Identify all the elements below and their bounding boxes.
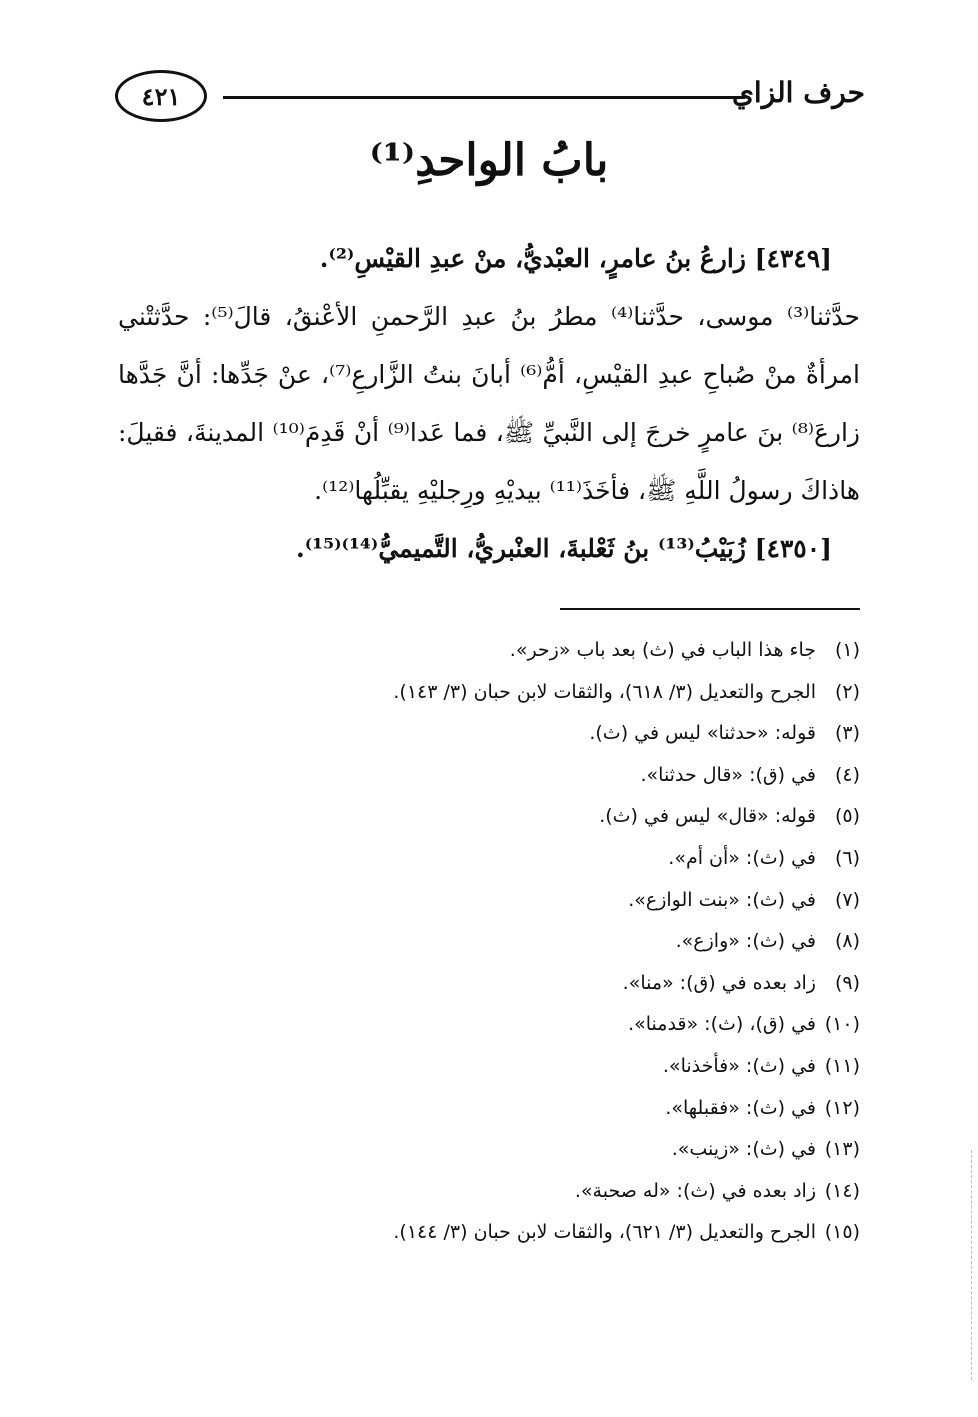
footnote-number: (٢) [834, 680, 860, 703]
footnote-item [118, 1088, 860, 1130]
page-number-badge [115, 70, 207, 122]
footnote-text: الجرح والتعديل (٣/ ٦١٨)، والثقات لابن حبان (٣/ ١٤٣). [393, 680, 816, 703]
footnote-item [118, 672, 860, 714]
footnote-text: في (ث): «وازع». [675, 930, 816, 953]
hadith-line: هاذاكَ رسولُ اللَّهِ ﷺ، فأخَذَ⁽¹¹⁾ بيديْهِ ورِجليْهِ يقبِّلُها⁽¹²⁾. [314, 476, 860, 505]
footnote-number: (٤) [834, 763, 860, 786]
section-title: بابُ الواحدِ⁽¹⁾ [369, 135, 609, 186]
footnote-text: زاد بعده في (ق): «منا». [622, 971, 816, 994]
footnote-item [118, 1004, 860, 1046]
entry-4350: [٤٣٥٠] زُبَيْبُ⁽¹³⁾ بنُ ثَعْلبةَ، العنْبريُّ، التَّميميُّ⁽¹⁴⁾⁽¹⁵⁾. [296, 534, 832, 563]
footnote-text: في (ث): «فقبلها». [665, 1096, 816, 1119]
footnote-number: (١٣) [824, 1138, 860, 1161]
footnote-item [118, 1129, 860, 1171]
hadith-line: زارعَ⁽⁸⁾ بنَ عامرٍ خرجَ إلى النَّبيِّ ﷺ، فما عَدا⁽⁹⁾ أنْ قَدِمَ⁽¹⁰⁾ المدينةَ، فقيلَ: [118, 418, 860, 447]
header-rule [223, 96, 745, 99]
hadith-line: حدَّثنا⁽³⁾ موسى، حدَّثنا⁽⁴⁾ مطرُ بنُ عبدِ الرَّحمنِ الأعْنقُ، قالَ⁽⁵⁾: حدَّثتْني [118, 302, 860, 331]
footnote-number: (١٥) [824, 1221, 860, 1244]
footnote-number: (١٠) [824, 1013, 860, 1036]
footnote-item [118, 1212, 860, 1254]
entry-4349: [٤٣٤٩] زارعُ بنُ عامرٍ، العبْديُّ، منْ عبدِ القيْسِ⁽²⁾. [319, 244, 832, 273]
footnotes-list [118, 630, 860, 1254]
footnote-item [118, 1046, 860, 1088]
footnote-number: (٦) [834, 846, 860, 869]
footnote-number: (٨) [834, 930, 860, 953]
footnote-item [118, 630, 860, 672]
footnote-text: في (ق)، (ث): «قدمنا». [628, 1013, 816, 1036]
main-text [118, 230, 860, 578]
footnote-item [118, 838, 860, 880]
page-number: ٤٢١ [141, 81, 181, 111]
footnote-divider [560, 608, 860, 610]
footnote-item [118, 796, 860, 838]
footnote-number: (١٢) [824, 1096, 860, 1119]
scan-edge-mark [971, 1150, 972, 1380]
footnote-item [118, 880, 860, 922]
footnote-text: قوله: «قال» ليس في (ث). [599, 805, 816, 828]
footnote-item [118, 713, 860, 755]
footnote-text: قوله: «حدثنا» ليس في (ث). [589, 722, 816, 745]
footnote-number: (١) [834, 639, 860, 661]
footnote-item [118, 963, 860, 1005]
footnote-number: (٥) [834, 805, 860, 828]
footnote-number: (١٤) [824, 1179, 860, 1202]
footnote-text: في (ث): «بنت الوازع». [628, 888, 816, 911]
footnote-item [118, 921, 860, 963]
footnote-item [118, 755, 860, 797]
footnote-text: زاد بعده في (ث): «له صحبة». [574, 1179, 816, 1202]
page-header [115, 70, 865, 130]
footnote-text: الجرح والتعديل (٣/ ٦٢١)، والثقات لابن حبان (٣/ ١٤٤). [393, 1221, 816, 1244]
footnote-text: في (ث): «زينب». [671, 1138, 816, 1161]
footnote-text: في (ق): «قال حدثنا». [640, 763, 816, 786]
footnote-item [118, 1171, 860, 1213]
footnote-number: (١١) [824, 1054, 860, 1077]
footnote-number: (٧) [834, 888, 860, 911]
running-head: حرف الزاي [732, 76, 865, 109]
footnote-number: (٩) [834, 971, 860, 994]
footnote-text: جاء هذا الباب في (ث) بعد باب «زحر». [509, 639, 816, 661]
footnote-text: في (ث): «فأخذنا». [662, 1054, 816, 1077]
hadith-line: امرأةٌ منْ صُباحِ عبدِ القيْسِ، أمُّ⁽⁶⁾ أبانَ بنتُ الزَّارعِ⁽⁷⁾، عنْ جَدِّها: أنَّ جَدَّها [118, 360, 861, 389]
footnote-text: في (ث): «أن أم». [668, 846, 816, 869]
footnote-number: (٣) [834, 722, 860, 745]
